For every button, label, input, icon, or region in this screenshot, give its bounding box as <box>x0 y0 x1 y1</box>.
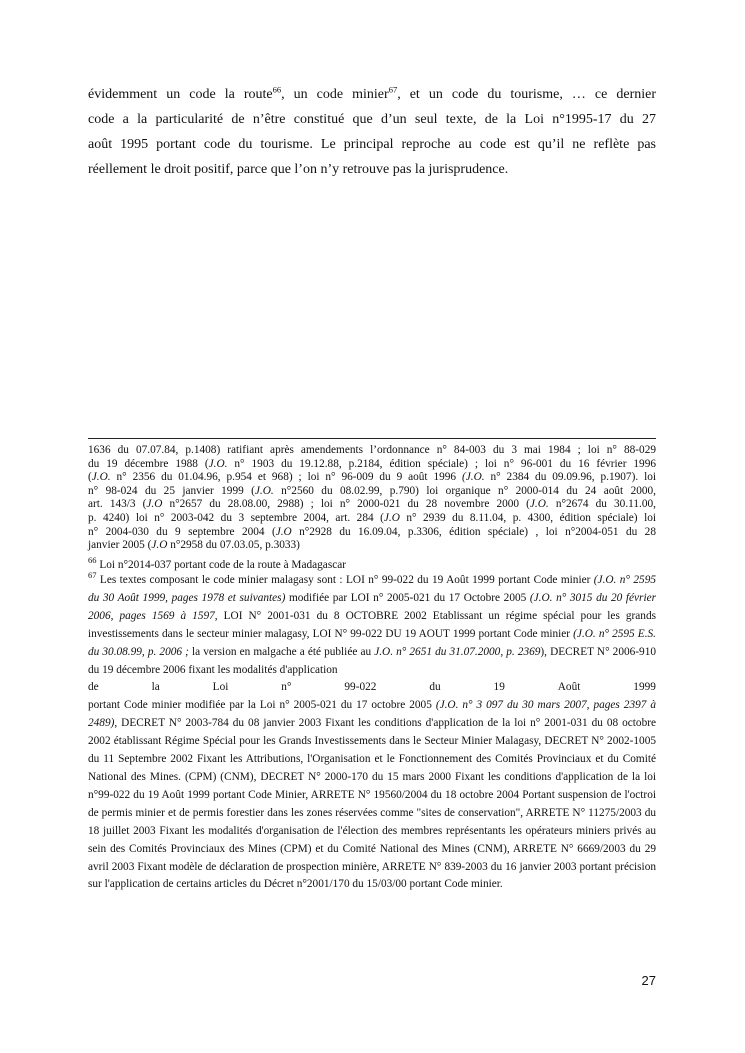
footnote-67-part2: portant Code minier modifiée par la Loi n° 2005-021 du 17 octobre 2005 (J.O. n° 3 097 du 30 mars 2007, pages 2397 à 2489), DECRET N° 2003-784 du 08 janvier 2003 Fixant les conditions d'application de la loi n° 2001-031 du 08 octobre 2002 établissant Régime Spécial pour les Grands Investissements dans le Secteur Minier Malagasy, DECRET N° 2002-1005 du 11 Septembre 2002 Fixant les Attributions, l'Organisation et le Fonctionnement des Comités Provinciaux et du Comité National des Mines. (CPM) (CNM), DECRET N° 2000-170 du 15 mars 2000 Fixant les conditions d'application de la loi n°99-022 du 19 Août 1999 portant Code Minier, ARRETE N° 19560/2004 du 18 octobre 2004 Portant suspension de l'octroi de permis minier et de permis forestier dans les zones réservées comme "sites de conservation", ARRETE N° 11275/2003 du 18 juillet 2003 Fixant les modalités d'organisation de l'élection des membres représentants les opérateurs miniers privés au sein des Comités Provinciaux des Mines (CPM) et du Comité National des Mines (CNM), ARRETE N° 6669/2003 du 29 avril 2003 Fixant modèle de déclaration de prospection minière, ARRETE N° 839-2003 du 16 janvier 2003 portant précision sur l'application de certains articles du Décret n°2001/170 du 15/03/00 portant Code minier. <box>88 699 656 891</box>
footnote-number-67: 67 <box>88 570 97 581</box>
footnote-66: $^{66}$ Loi n°2014-037 portant code de la route à Madagascar <box>88 555 347 571</box>
footnote-line: (J.O. n° 2356 du 01.04.96, p.954 et 968) ; loi n° 96-009 du 9 août 1996 (J.O. n° 2384 du 09.09.96, p.1907). loi <box>88 471 656 484</box>
footnote-67-part1: $^{67}$ Les textes composant le code minier malagasy sont : LOI n° 99-022 du 19 Août 1999 portant Code minier (J.O. n° 2595 du 30 Août 1999, pages 1978 et suivantes) modifiée par LOI n° 2005-021 du 17 Octobre 2005 (J.O. n° 3015 du 20 février 2006, pages 1569 à 1597, LOI N° 2001-031 du 8 OCTOBRE 2002 Etablissant un régime spécial pour les grands investissements dans le secteur minier malagasy, LOI N° 99-022 DU 19 AOUT 1999 portant Code minier (J.O. n° 2595 E.S. du 30.08.99, p. 2006 ; la version en malgache a été publiée au J.O. n° 2651 du 31.07.2000, p. 2369), DECRET N° 2006-910 du 19 décembre 2006 fixant les modalités d'application <box>88 570 657 676</box>
footnote-67-spread-line: de la Loi n° 99-022 du 19 Août 1999 <box>88 681 656 694</box>
footnote-67 <box>88 572 656 894</box>
footnote-line: n° 98-024 du 25 janvier 1999 (J.O. n°2560 du 08.02.99, p.790) loi organique n° 2000-014 du 24 août 2000, <box>88 484 656 497</box>
footnote-continuation <box>88 444 656 553</box>
footnote-line: p. 4240) loi n° 2003-042 du 3 septembre 2004, art. 284 (J.O n° 2939 du 8.11.04, p. 4300, édition spéciale) loi <box>88 511 656 524</box>
page-number: 27 <box>641 973 656 988</box>
footnote-line: 1636 du 07.07.84, p.1408) ratifiant après amendements l’ordonnance n° 84-003 du 3 mai 1984 ; loi n° 88-029 <box>88 444 656 456</box>
body-line: code a la particularité de n’être constitué que d’un seul texte, de la Loi n°1995-17 du 27 <box>88 112 656 127</box>
body-line: réellement le droit positif, parce que l’on n’y retrouve pas la jurisprudence. <box>88 162 509 177</box>
footnote-separator <box>88 438 656 439</box>
footnote-ref-66[interactable]: 66 <box>272 84 282 95</box>
body-line: août 1995 portant code du tourisme. Le principal reproche au code est qu’il ne reflète pas <box>88 137 656 152</box>
footnote-line: n° 2004-030 du 9 septembre 2004 (J.O n°2928 du 16.09.04, p.3306, édition spéciale) , loi n°2004-051 du 28 <box>88 525 656 538</box>
footnote-ref-67[interactable]: 67 <box>388 84 398 95</box>
footnote-line: du 19 décembre 1988 (J.O. n° 1903 du 19.12.88, p.2184, édition spéciale) ; loi n° 96-001 du 16 février 1996 <box>88 457 656 470</box>
footnote-number-66: 66 <box>88 555 97 566</box>
footnote-line: janvier 2005 (J.O n°2958 du 07.03.05, p.3033) <box>88 539 300 552</box>
body-paragraph <box>88 82 656 182</box>
footnote-line: art. 143/3 (J.O n°2657 du 28.08.00, 2988) ; loi n° 2000-021 du 28 novembre 2000 (J.O. n°2674 du 30.11.00, <box>88 498 656 511</box>
body-line: évidemment un code la route$^{66}$, un code minier$^{67}$, et un code du tourisme, … ce dernier <box>88 84 657 102</box>
